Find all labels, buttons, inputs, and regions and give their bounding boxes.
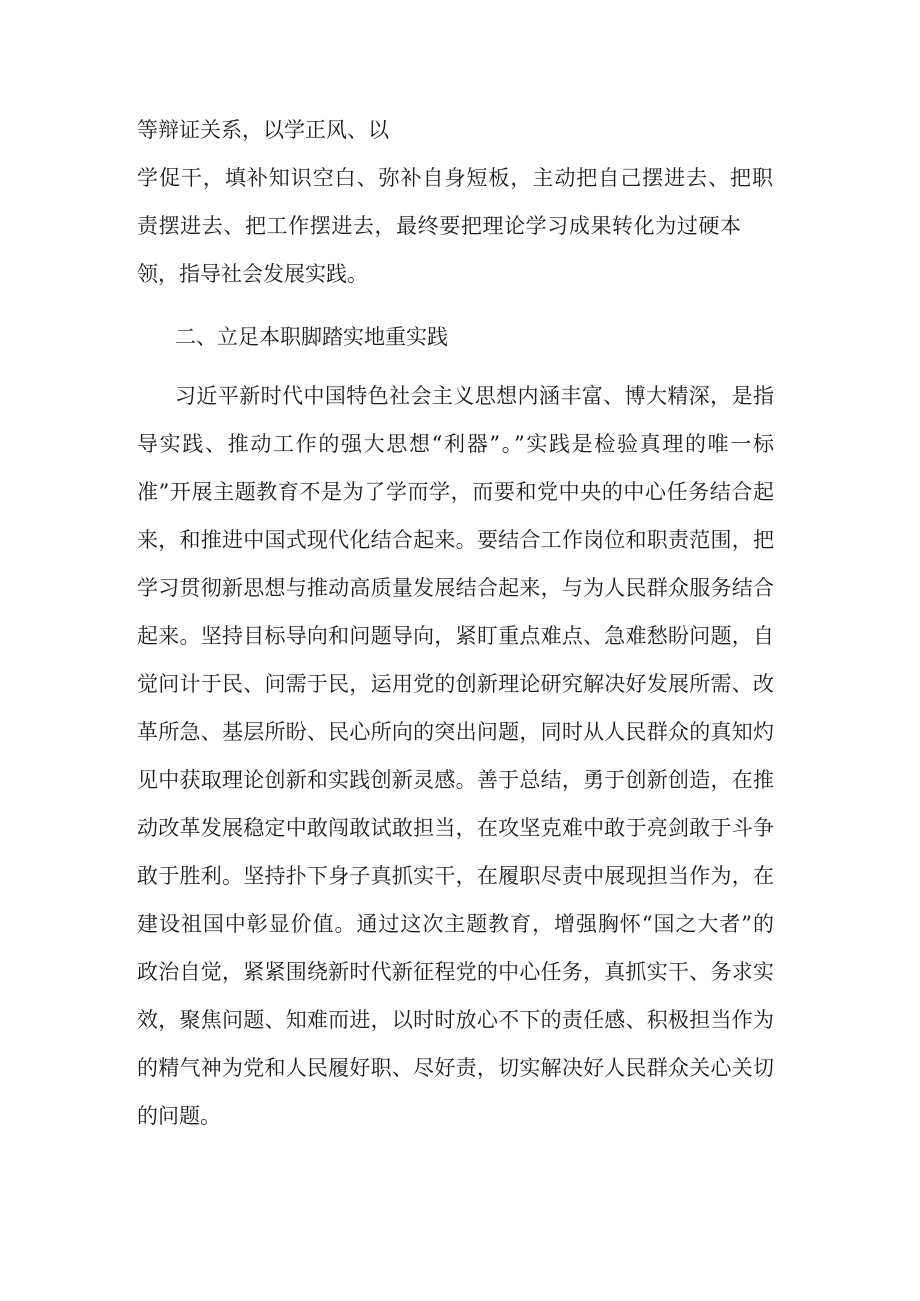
paragraph-2-line: 的问题。 bbox=[137, 1104, 221, 1128]
paragraph-2-line: 动改革发展稳定中敢闯敢试敢担当，在攻坚克难中敢于亮剑敢于斗争 bbox=[137, 816, 774, 840]
paragraph-2-line: 见中获取理论创新和实践创新灵感。善于总结，勇于创新创造，在推 bbox=[137, 768, 774, 792]
paragraph-2-line: 革所急、基层所盼、民心所向的突出问题，同时从人民群众的真知灼 bbox=[137, 720, 774, 744]
paragraph-2-line: 的精气神为党和人民履好职、尽好责，切实解决好人民群众关心关切 bbox=[137, 1056, 774, 1080]
paragraph-2-line: 觉问计于民、问需于民，运用党的创新理论研究解决好发展所需、改 bbox=[137, 672, 774, 696]
paragraph-2-line: 建设祖国中彰显价值。通过这次主题教育，增强胸怀“国之大者”的 bbox=[137, 912, 774, 936]
paragraph-2-line: 效，聚焦问题、知难而进，以时时放心不下的责任感、积极担当作为 bbox=[137, 1008, 774, 1032]
paragraph-1-line: 领，指导社会发展实践。 bbox=[137, 262, 368, 286]
paragraph-2-line: 来，和推进中国式现代化结合起来。要结合工作岗位和职责范围，把 bbox=[137, 528, 774, 552]
paragraph-1-line: 学促干，填补知识空白、弥补自身短板，主动把自己摆进去、把职 bbox=[137, 166, 773, 190]
paragraph-2-line: 导实践、推动工作的强大思想“利器”。”实践是检验真理的唯一标 bbox=[137, 432, 774, 456]
paragraph-2-line: 起来。坚持目标导向和问题导向，紧盯重点难点、急难愁盼问题，自 bbox=[137, 624, 774, 648]
paragraph-2-line: 准”开展主题教育不是为了学而学，而要和党中央的中心任务结合起 bbox=[137, 480, 774, 504]
paragraph-2-line: 政治自觉，紧紧围绕新时代新征程党的中心任务，真抓实干、务求实 bbox=[137, 960, 774, 984]
paragraph-1-line: 责摆进去、把工作摆进去，最终要把理论学习成果转化为过硬本 bbox=[137, 214, 741, 238]
paragraph-2-line: 敢于胜利。坚持扑下身子真抓实干，在履职尽责中展现担当作为，在 bbox=[137, 864, 774, 888]
paragraph-2-line: 习近平新时代中国特色社会主义思想内涵丰富、博大精深，是指 bbox=[175, 384, 774, 408]
paragraph-2-line: 学习贯彻新思想与推动高质量发展结合起来，与为人民群众服务结合 bbox=[137, 576, 774, 600]
paragraph-1-line: 等辩证关系，以学正风、以 bbox=[137, 118, 389, 142]
section-heading: 二、立足本职脚踏实地重实践 bbox=[175, 325, 448, 349]
